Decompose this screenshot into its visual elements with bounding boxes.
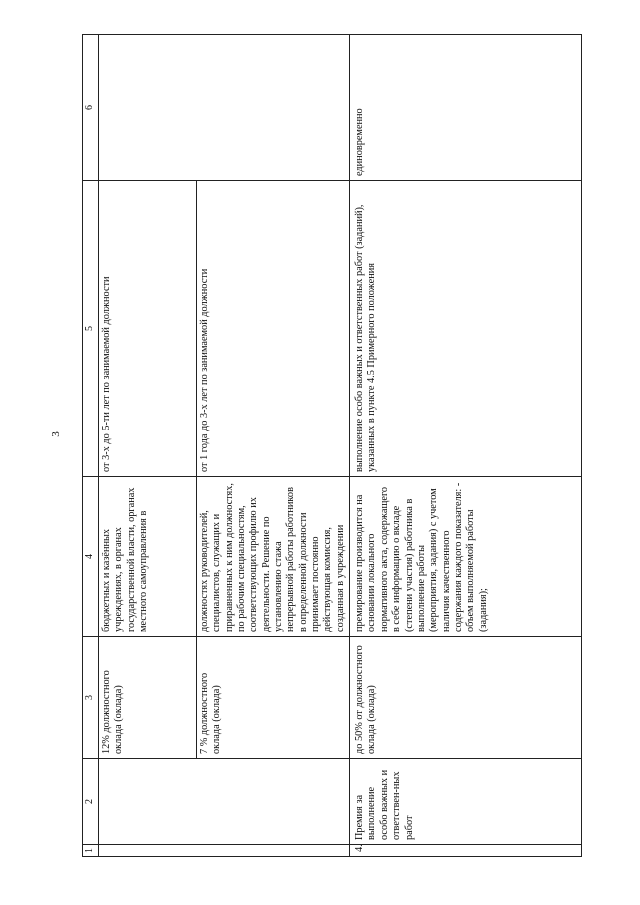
description-cell: должностях руководителей, специалистов, служащих и приравненных к ним должностях, по рабочим специальностям, соответствующих профилю их деятельности. Решение по установлению стажа непрерывной работы работников в определенной должности принимает постоянно действующая комиссия, созданная в учреждении <box>197 477 350 637</box>
row-number-cell-empty <box>99 845 350 857</box>
payment-name-cell: Премия за выполнение особо важных и ответствен-ных работ <box>350 759 582 845</box>
payments-table <box>82 34 582 857</box>
frequency-cell: единовременно <box>350 35 582 181</box>
column-number-5: 5 <box>83 181 99 477</box>
page-number: 3 <box>50 431 62 437</box>
column-number-4: 4 <box>83 477 99 637</box>
payment-name-cell-empty <box>99 759 350 845</box>
condition-cell: от 3-х до 5-ти лет по занимаемой должности <box>99 181 197 477</box>
column-number-row <box>83 35 99 857</box>
amount-cell: до 50% от должностного оклада (оклада) <box>350 637 582 759</box>
amount-cell: 12% должностного оклада (оклада) <box>99 637 197 759</box>
table-row-continuation-1 <box>99 35 197 857</box>
amount-cell: 7 % должностного оклада (оклада) <box>197 637 350 759</box>
description-cell: премирование производится на основании локального нормативного акта, содержащего в себе информацию о вкладе (степени участия) работника в выполнение работы (мероприятия, задания) с учетом наличия качественного содержания каждого показателя: - объем выполняемой работы (задания); <box>350 477 582 637</box>
row-number-cell: 4. <box>350 845 582 857</box>
frequency-cell-empty <box>99 35 350 181</box>
rotated-page <box>82 35 582 857</box>
table-row-4 <box>350 35 582 857</box>
column-number-3: 3 <box>83 637 99 759</box>
column-number-6: 6 <box>83 35 99 181</box>
column-number-1: 1 <box>83 845 99 857</box>
condition-cell: от 1 года до 3-х лет по занимаемой должности <box>197 181 350 477</box>
condition-cell: выполнение особо важных и ответственных работ (заданий), указанных в пункте 4.5 Примерного положения <box>350 181 582 477</box>
column-number-2: 2 <box>83 759 99 845</box>
payments-table-container <box>82 35 582 857</box>
description-cell: бюджетных и казённых учреждениях, в органах государственной власти, органах местного самоуправления в <box>99 477 197 637</box>
